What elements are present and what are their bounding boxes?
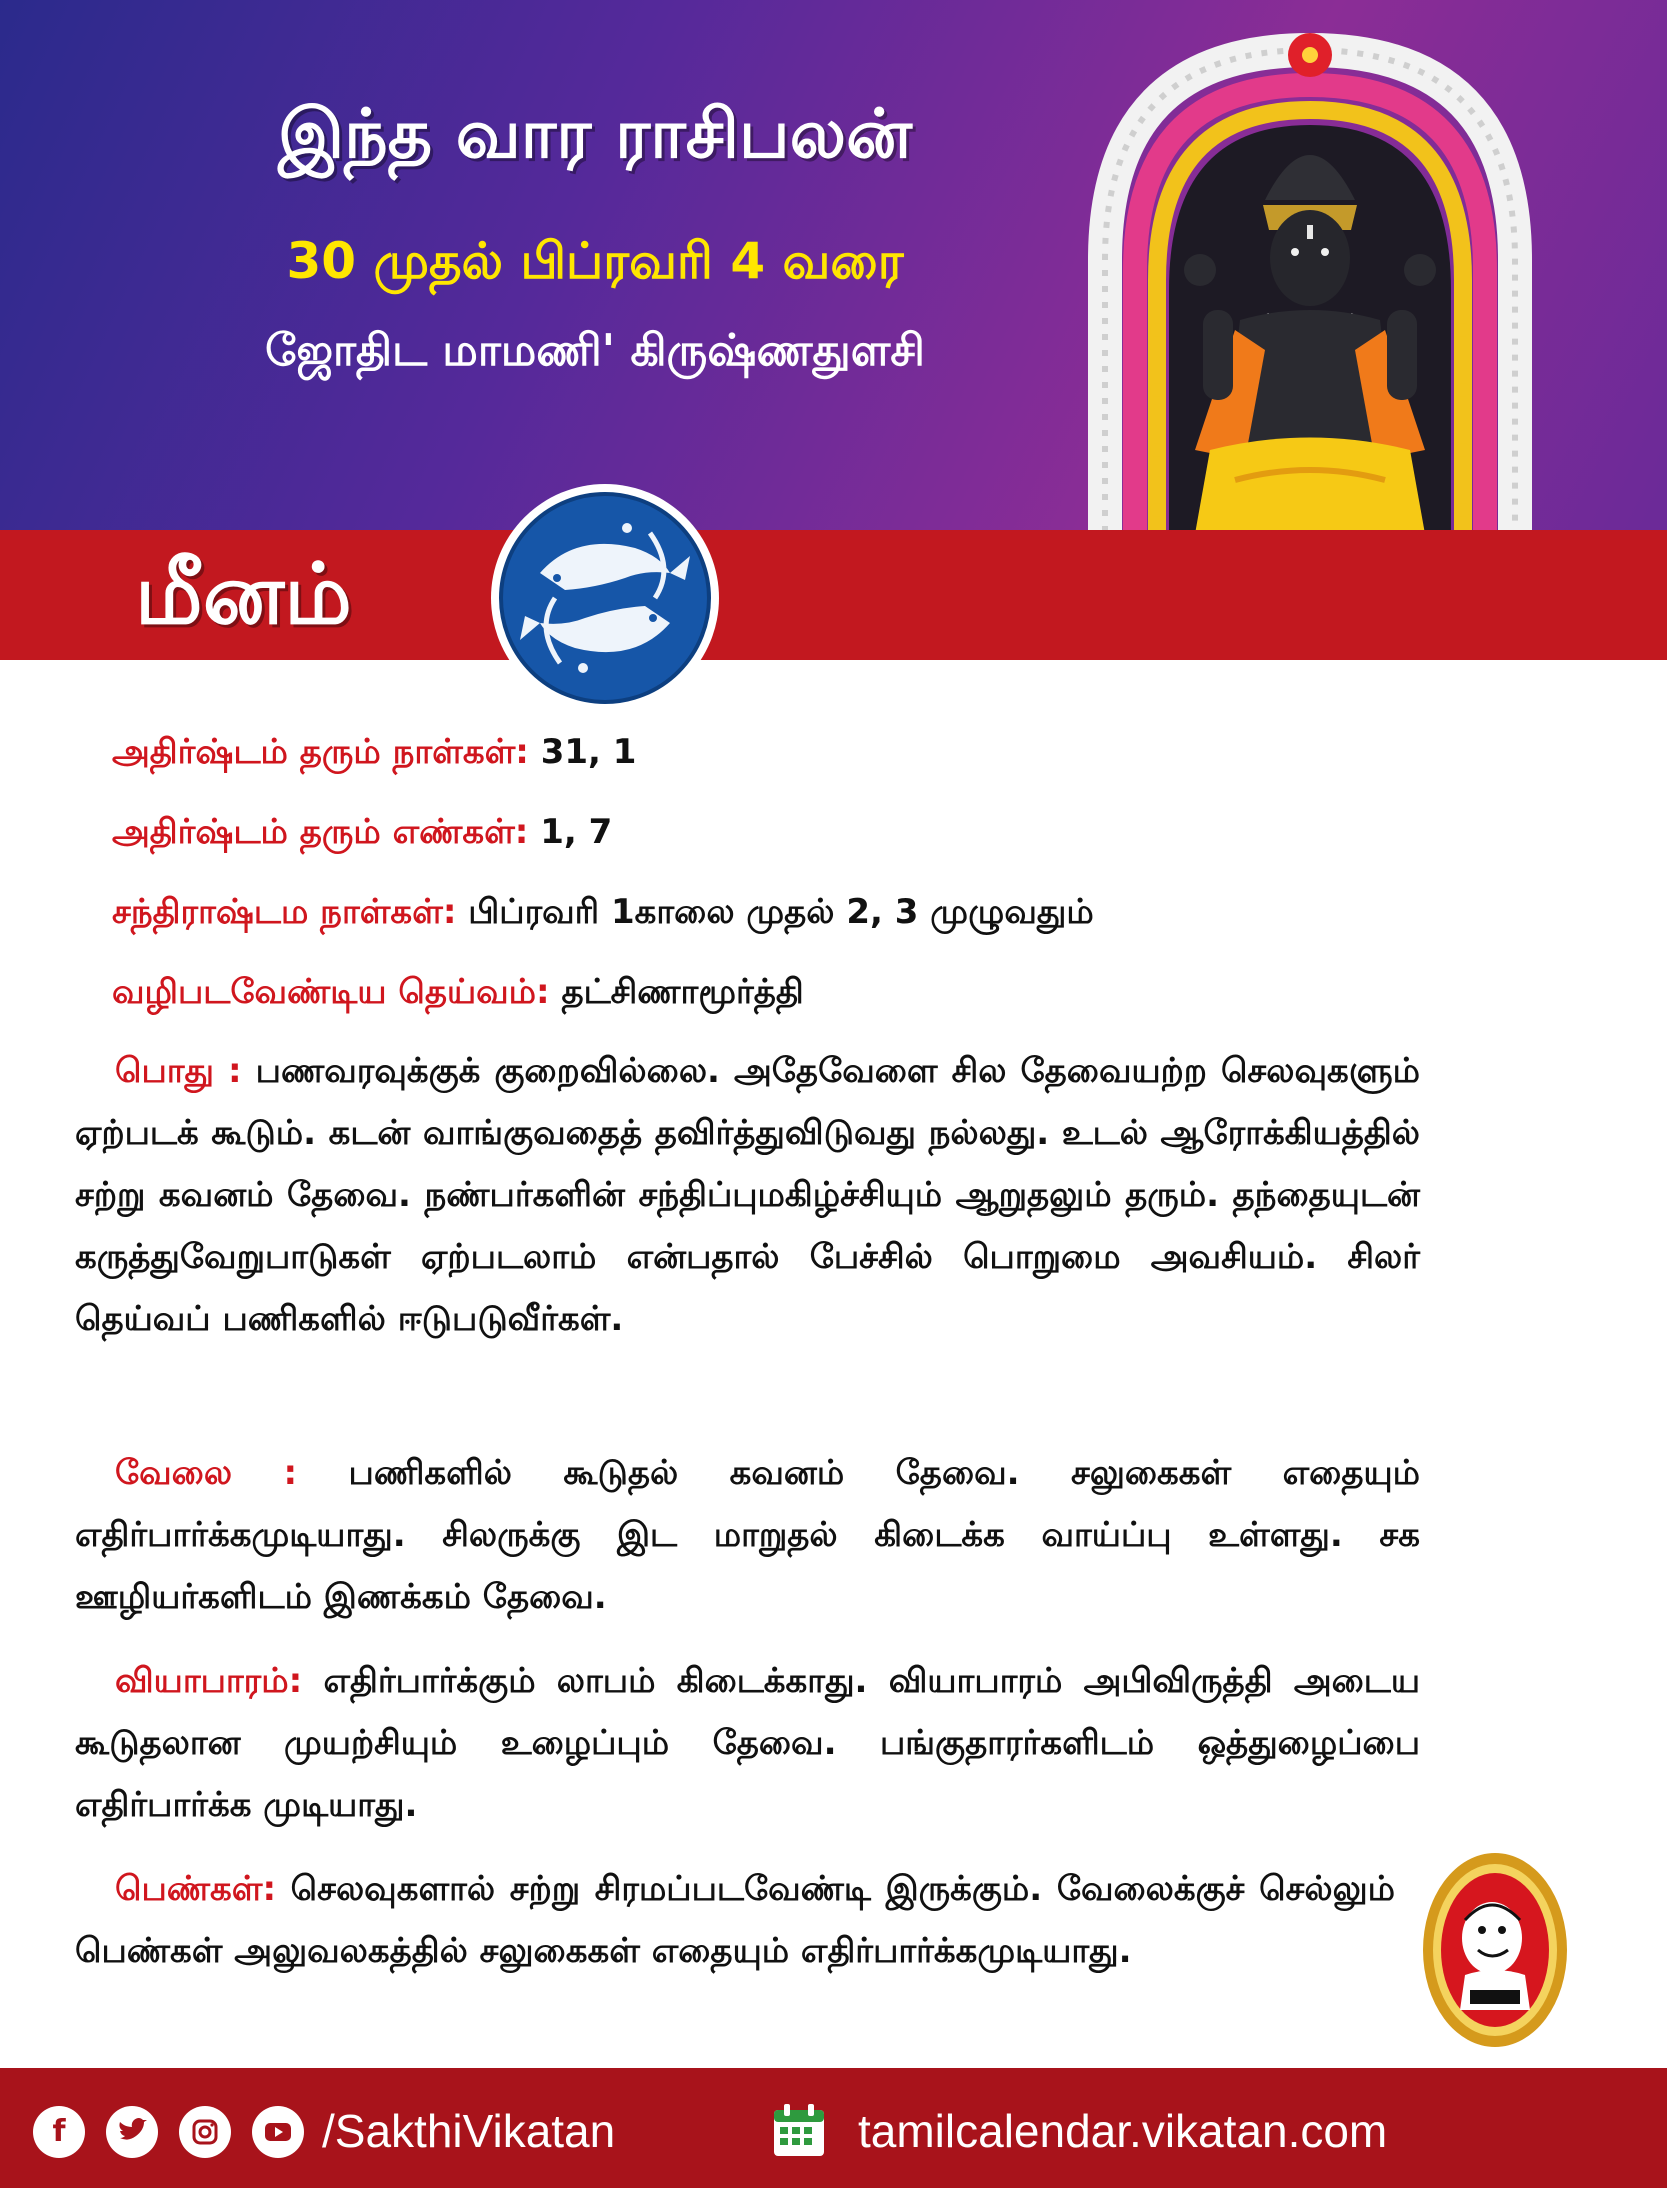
calendar-icon bbox=[770, 2102, 828, 2160]
section-general bbox=[75, 1040, 1420, 1350]
fact-label: சந்திராஷ்டம நாள்கள்: bbox=[112, 892, 457, 932]
section-label: வியாபாரம்: bbox=[115, 1661, 303, 1701]
section-text: பணவரவுக்குக் குறைவில்லை. அதேவேளை சில தேவையற்ற செலவுகளும் ஏற்படக் கூடும். கடன் வாங்குவதைத் தவிர்த்துவிடுவது நல்லது. உடல் ஆரோக்கியத்தில் சற்று கவனம் தேவை. நண்பர்களின் சந்திப்புமகிழ்ச்சியும் ஆறுதலும் தரும். தந்தையுடன் கருத்துவேறுபாடுகள் ஏற்படலாம் என்பதால் பேச்சில் பொறுமை அவசியம். சிலர் தெய்வப் பணிகளில் ஈடுபடுவீர்கள். bbox=[75, 1051, 1420, 1339]
section-work bbox=[75, 1442, 1420, 1628]
chandrashtama-days bbox=[112, 882, 1412, 962]
section-text: பணிகளில் கூடுதல் கவனம் தேவை. சலுகைகள் எதையும் எதிர்பார்க்கமுடியாது. சிலருக்கு இட மாறுதல் கிடைக்க வாய்ப்பு உள்ளது. சக ஊழியர்களிடம் இணக்கம் தேவை. bbox=[75, 1453, 1420, 1617]
deity-illustration bbox=[1065, 30, 1555, 530]
section-label: பெண்கள்: bbox=[115, 1869, 277, 1909]
fact-value: 1, 7 bbox=[528, 812, 613, 852]
instagram-icon[interactable] bbox=[179, 2106, 231, 2158]
social-handle-link[interactable]: /SakthiVikatan bbox=[322, 2105, 616, 2157]
fact-label: வழிபடவேண்டிய தெய்வம்: bbox=[112, 972, 550, 1012]
footer-bar bbox=[0, 2068, 1667, 2188]
fact-value: தட்சிணாமூர்த்தி bbox=[549, 972, 804, 1012]
fact-label: அதிர்ஷ்டம் தரும் எண்கள்: bbox=[112, 812, 529, 852]
zodiac-sign-name: மீனம் bbox=[135, 545, 352, 643]
lucky-numbers bbox=[112, 802, 1412, 882]
facts-list bbox=[112, 722, 1412, 1042]
astrologer-name: ஜோதிட மாமணி' கிருஷ்ணதுளசி bbox=[265, 325, 925, 376]
fact-value: பிப்ரவரி 1காலை முதல் 2, 3 முழுவதும் bbox=[456, 892, 1094, 932]
section-text: செலவுகளால் சற்று சிரமப்படவேண்டி இருக்கும். வேலைக்குச் செல்லும் பெண்கள் அலுவலகத்தில் சலுகைகள் எதையும் எதிர்பார்க்கமுடியாது. bbox=[75, 1869, 1395, 1971]
fact-value: 31, 1 bbox=[528, 732, 637, 772]
section-women bbox=[75, 1858, 1395, 1982]
twitter-icon[interactable] bbox=[106, 2106, 158, 2158]
section-text: எதிர்பார்க்கும் லாபம் கிடைக்காது. வியாபாரம் அபிவிருத்தி அடைய கூடுதலான முயற்சியும் உழைப்பும் தேவை. பங்குதாரர்களிடம் ஒத்துழைப்பை எதிர்பார்க்க முடியாது. bbox=[75, 1661, 1420, 1825]
section-label: வேலை : bbox=[115, 1453, 298, 1493]
header-banner bbox=[0, 0, 1667, 530]
facebook-icon[interactable]: f bbox=[33, 2106, 85, 2158]
section-label: பொது : bbox=[115, 1051, 242, 1091]
lucky-days bbox=[112, 722, 1412, 802]
website-link[interactable]: tamilcalendar.vikatan.com bbox=[858, 2105, 1388, 2157]
fact-label: அதிர்ஷ்டம் தரும் நாள்கள்: bbox=[112, 732, 529, 772]
date-range: 30 முதல் பிப்ரவரி 4 வரை bbox=[286, 232, 904, 290]
youtube-icon[interactable] bbox=[252, 2106, 304, 2158]
vikatan-mascot-logo bbox=[1420, 1850, 1570, 2050]
pisces-fish-icon bbox=[485, 478, 725, 718]
page-title: இந்த வார ராசிபலன் bbox=[277, 95, 913, 174]
section-business bbox=[75, 1650, 1420, 1836]
deity-to-worship bbox=[112, 962, 1412, 1042]
